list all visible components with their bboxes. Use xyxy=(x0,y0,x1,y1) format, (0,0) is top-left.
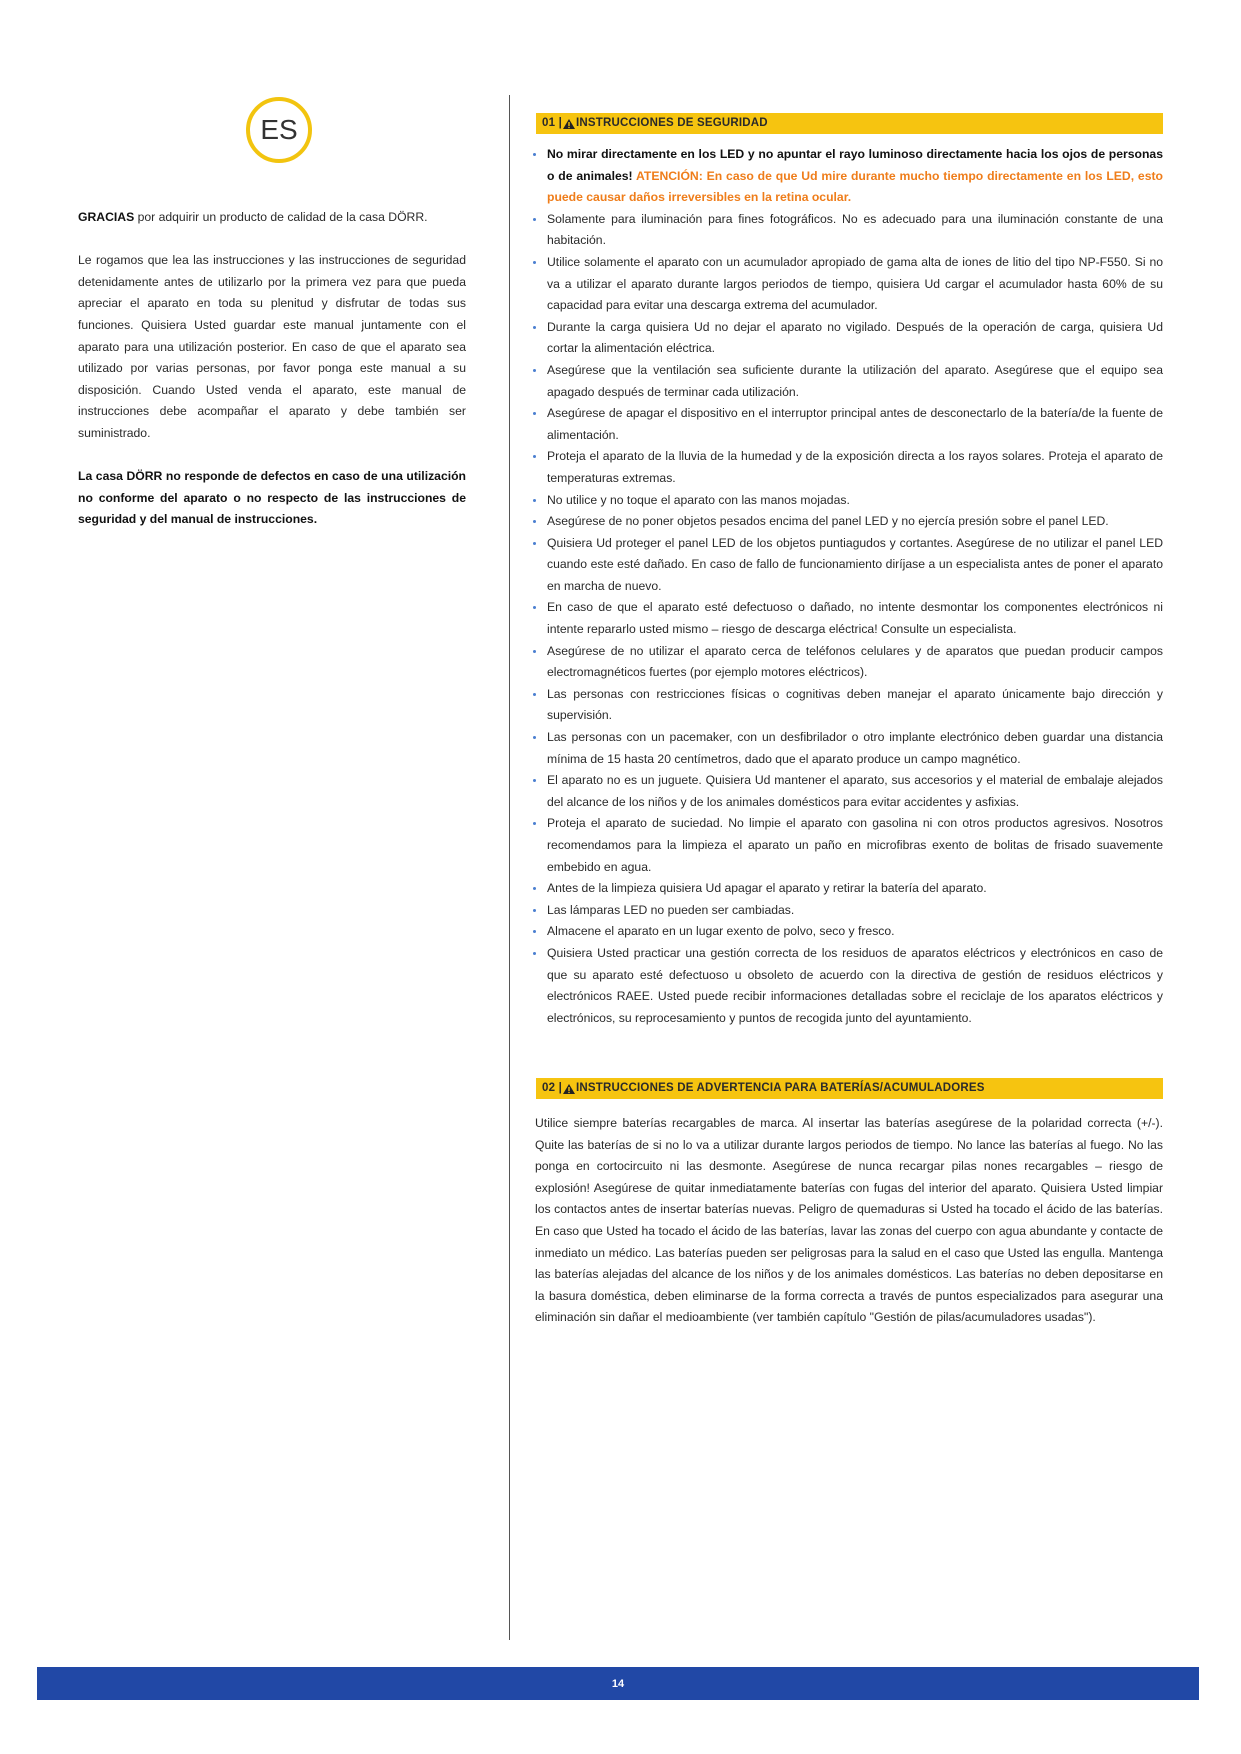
list-item-text: Asegúrese de no poner objetos pesados encima del panel LED y no ejercía presión sobre el panel LED. xyxy=(547,514,1109,529)
list-item-text: Quisiera Usted practicar una gestión correcta de los residuos de aparatos eléctricos y electrónicos en caso de que su aparato esté defectuoso u obsoleto de acuerdo con la directiva de gestión de residuos eléctricos y electrónicos RAEE. Usted puede recibir informaciones detalladas sobre el reciclaje de los aparatos eléctricos y electrónicos, su reprocesamiento y puntos de recogida junto del ayuntamiento. xyxy=(547,945,1163,1025)
thanks-paragraph xyxy=(78,207,466,229)
list-item xyxy=(533,597,1163,640)
list-item-text: Durante la carga quisiera Ud no dejar el aparato no vigilado. Después de la operación de carga, quisiera Ud cortar la alimentación eléctrica. xyxy=(547,319,1163,356)
section-title: INSTRUCCIONES DE SEGURIDAD xyxy=(576,117,768,129)
list-item xyxy=(533,641,1163,684)
bullet-icon xyxy=(533,412,536,415)
list-item-text: Quisiera Ud proteger el panel LED de los objetos puntiagudos y cortantes. Asegúrese de no utilizar el panel LED cuando este esté dañado. En caso de fallo de funcionamiento diríjase a un especialista antes de poner el aparato en marcha de nuevo. xyxy=(547,535,1163,593)
bullet-icon xyxy=(533,261,536,264)
bullet-icon xyxy=(533,542,536,545)
safety-list xyxy=(533,144,1163,1029)
thanks-bold: GRACIAS xyxy=(78,210,135,224)
section-header-batteries xyxy=(536,1078,1163,1099)
list-item xyxy=(533,360,1163,403)
list-item xyxy=(533,878,1163,900)
list-item xyxy=(533,446,1163,489)
list-item-text: Proteja el aparato de suciedad. No limpie el aparato con gasolina ni con otros productos agresivos. Nosotros recomendamos para la limpieza el aparato un paño en microfibras exento de bolitas de frisado suavemente embebido en agua. xyxy=(547,816,1163,874)
thanks-rest: por adquirir un producto de calidad de la casa DÖRR. xyxy=(134,210,428,224)
list-item-text: El aparato no es un juguete. Quisiera Ud mantener el aparato, sus accesorios y el material de embalaje alejados del alcance de los niños y de los animales domésticos para evitar accidentes y asfixias. xyxy=(547,773,1163,809)
list-item-text: Las personas con un pacemaker, con un desfibrilador o otro implante electrónico deben guardar una distancia mínima de 15 hasta 20 centímetros, dado que el aparato produce un campo magnético. xyxy=(547,730,1163,766)
list-item xyxy=(533,252,1163,317)
list-item xyxy=(533,511,1163,533)
intro-paragraph: Le rogamos que lea las instrucciones y las instrucciones de seguridad detenidamente antes de utilizarlo por la primera vez para que pueda apreciar el aparato en toda su plenitud y disfrutar de todas sus funciones. Quisiera Usted guardar este manual juntamente con el aparato para una utilización posterior. En caso de que el aparato sea utilizado por varias personas, por favor ponga este manual a su disposición. Cuando Usted venda el aparato, este manual de instrucciones debe acompañar el aparato y debe también ser suministrado. xyxy=(78,253,466,440)
disclaimer-paragraph: La casa DÖRR no responde de defectos en caso de una utilización no conforme del aparato o no respecto de las instrucciones de seguridad y del manual de instrucciones. xyxy=(78,469,466,527)
section-number: 02 | xyxy=(542,1082,563,1094)
bullet-icon xyxy=(533,779,536,782)
bullet-icon xyxy=(533,822,536,825)
list-item-text: Asegúrese de apagar el dispositivo en el interruptor principal antes de desconectarlo de la batería/de la fuente de alimentación. xyxy=(547,406,1163,442)
bullet-icon xyxy=(533,499,536,502)
warning-triangle-icon xyxy=(563,119,575,129)
footer-bar xyxy=(37,1667,1199,1700)
column-divider xyxy=(509,95,510,1640)
bullet-icon xyxy=(533,520,536,523)
list-item xyxy=(533,900,1163,922)
led-warning-bold: No mirar directamente en los LED y no apuntar el rayo luminoso directamente hacia los ojos de personas o de animales! xyxy=(547,147,1163,183)
language-badge: ES xyxy=(246,97,312,163)
section-title: INSTRUCCIONES DE ADVERTENCIA PARA BATERÍAS/ACUMULADORES xyxy=(576,1082,985,1094)
list-item-text: Las lámparas LED no pueden ser cambiadas. xyxy=(547,902,795,917)
list-item xyxy=(533,144,1163,209)
list-item-text: En caso de que el aparato esté defectuoso o dañado, no intente desmontar los componentes electrónicos ni intente repararlo usted mismo – riesgo de descarga eléctrica! Consulte un especialista. xyxy=(547,600,1163,637)
list-item xyxy=(533,684,1163,727)
list-item xyxy=(533,943,1163,1029)
bullet-icon xyxy=(533,606,536,609)
page-number: 14 xyxy=(611,1677,625,1690)
bullet-icon xyxy=(533,153,536,156)
list-item-text: Asegúrese de no utilizar el aparato cerca de teléfonos celulares y de aparatos que puedan producir campos electromagnéticos fuertes (por ejemplo motores eléctricos). xyxy=(547,643,1163,680)
list-item-text: Asegúrese que la ventilación sea suficiente durante la utilización del aparato. Asegúrese que el equipo sea apagado después de terminar cada utilización. xyxy=(547,362,1163,399)
list-item-text: Solamente para iluminación para fines fotográficos. No es adecuado para una iluminación constante de una habitación. xyxy=(547,211,1163,248)
section-number: 01 | xyxy=(542,117,563,129)
bullet-icon xyxy=(533,887,536,890)
list-item xyxy=(533,533,1163,598)
list-item-text: Almacene el aparato en un lugar exento de polvo, seco y fresco. xyxy=(547,924,895,939)
warning-triangle-icon xyxy=(563,1084,575,1094)
list-item xyxy=(533,727,1163,770)
list-item xyxy=(533,770,1163,813)
list-item xyxy=(533,403,1163,446)
bullet-icon xyxy=(533,693,536,696)
bullet-icon xyxy=(533,369,536,372)
bullet-icon xyxy=(533,218,536,221)
list-item-text: No utilice y no toque el aparato con las manos mojadas. xyxy=(547,492,850,507)
battery-warning-text: Utilice siempre baterías recargables de marca. Al insertar las baterías asegúrese de la polaridad correcta (+/-). Quite las baterías de si no lo va a utilizar durante largos periodos de tiempo. No lance las baterías al fuego. No las ponga en cortocircuito ni las desmonte. Asegúrese de nunca recargar pilas nones recargables – riesgo de explosión! Asegúrese de quitar inmediatamente baterías con fugas del interior del aparato. Quisiera Usted limpiar los contactos antes de insertar baterías nuevas. Peligro de quemaduras si Usted ha tocado el ácido de las baterías. En caso que Usted ha tocado el ácido de las baterías, lavar las zonas del cuerpo con agua abundante y contacte de inmediato un médico. Las baterías pueden ser peligrosas para la salud en el caso que Usted las engulla. Mantenga las baterías alejadas del alcance de los niños y de los animales domésticos. Las baterías no deben depositarse en la basura doméstica, deben eliminarse de la forma correcta a través de puntos especializados para asegurar una eliminación sin dañar el medioambiente (ver también capítulo "Gestión de pilas/acumuladores usadas"). xyxy=(535,1116,1163,1325)
intro-column xyxy=(78,207,466,553)
list-item-text: Las personas con restricciones físicas o cognitivas deben manejar el aparato únicamente bajo dirección y supervisión. xyxy=(547,686,1163,723)
bullet-icon xyxy=(533,455,536,458)
list-item xyxy=(533,209,1163,252)
bullet-icon xyxy=(533,952,536,955)
bullet-icon xyxy=(533,736,536,739)
list-item-text: Antes de la limpieza quisiera Ud apagar el aparato y retirar la batería del aparato. xyxy=(547,881,987,896)
list-item-text: Utilice solamente el aparato con un acumulador apropiado de gama alta de iones de litio del tipo NP-F550. Si no va a utilizar el aparato durante largos periodos de tiempo, quisiera Ud cargar el acumulador hasta 60% de su capacidad para evitar una descarga extrema del acumulador. xyxy=(547,254,1163,313)
bullet-icon xyxy=(533,326,536,329)
bullet-icon xyxy=(533,650,536,653)
list-item xyxy=(533,490,1163,512)
list-item xyxy=(533,921,1163,943)
list-item xyxy=(533,813,1163,878)
bullet-icon xyxy=(533,909,536,912)
led-warning-attention: ATENCIÓN: En caso de que Ud mire durante mucho tiempo directamente en los LED, esto puede causar daños irreversibles en la retina ocular. xyxy=(547,168,1163,205)
list-item xyxy=(533,317,1163,360)
section-header-safety xyxy=(536,113,1163,134)
list-item-text: Proteja el aparato de la lluvia de la humedad y de la exposición directa a los rayos solares. Proteja el aparato de temperaturas extremas. xyxy=(547,449,1163,485)
bullet-icon xyxy=(533,930,536,933)
